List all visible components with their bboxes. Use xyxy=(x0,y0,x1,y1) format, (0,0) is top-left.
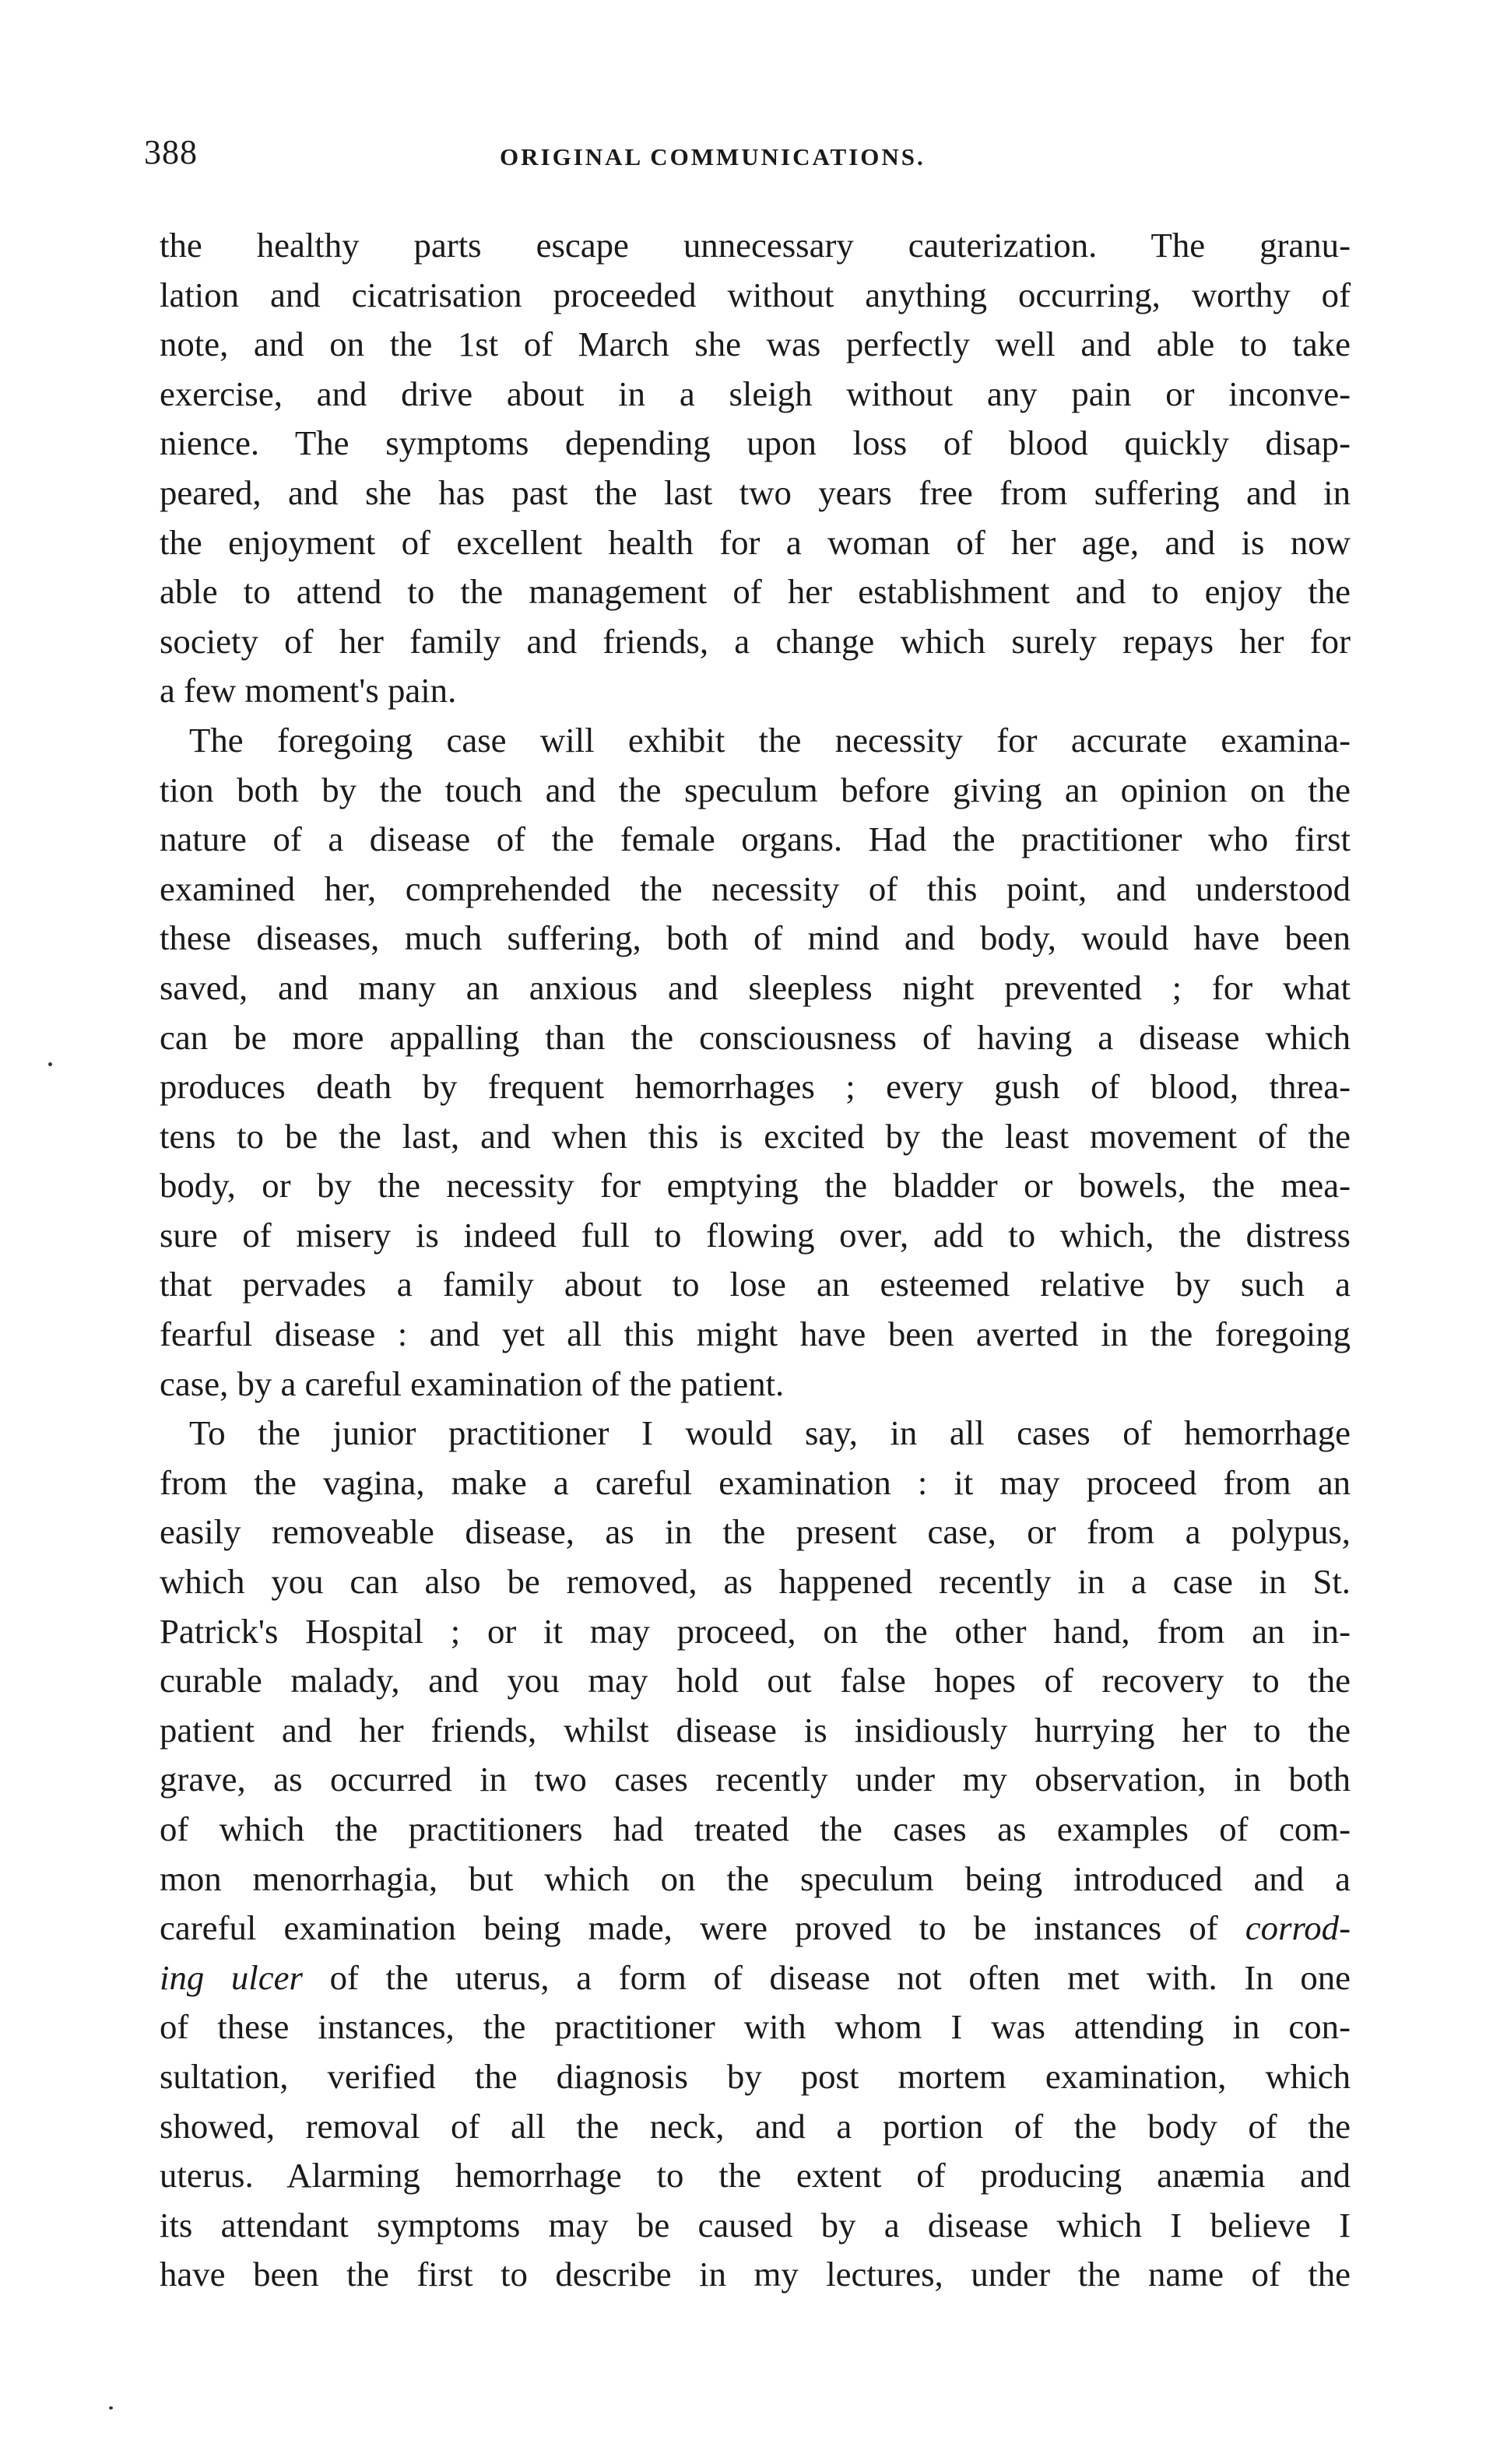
text-line: the healthy parts escape unnecessary cauterization. The granu- xyxy=(160,226,1351,265)
page-header xyxy=(144,132,1358,195)
text-line: grave, as occurred in two cases recently under my observation, in both xyxy=(160,1760,1351,1799)
paragraph-end-line: case, by a careful examination of the patient. xyxy=(160,1364,785,1403)
text-line: patient and her friends, whilst disease is insidiously hurrying her to the xyxy=(160,1710,1351,1750)
text-line-with-italic xyxy=(160,1904,1351,1953)
text-line: sultation, verified the diagnosis by post mortem examination, which xyxy=(160,2056,1351,2096)
text-line: saved, and many an anxious and sleepless night prevented ; for what xyxy=(160,967,1351,1007)
line-text: careful examination being made, were proved to be instances of xyxy=(160,1908,1218,1948)
line-text: of the uterus, a form of disease not often met with. In one xyxy=(329,1957,1351,1997)
body-text xyxy=(160,221,1351,2300)
page-number: 388 xyxy=(144,133,198,171)
text-line: showed, removal of all the neck, and a portion of the body of the xyxy=(160,2106,1351,2146)
text-line: able to attend to the management of her establishment and to enjoy the xyxy=(160,572,1351,612)
text-line: nature of a disease of the female organs. Had the practitioner who first xyxy=(160,820,1351,859)
text-line: which you can also be removed, as happened recently in a case in St. xyxy=(160,1562,1351,1602)
text-line: produces death by frequent hemorrhages ; every gush of blood, threa- xyxy=(160,1067,1351,1107)
paragraph-start-line: The foregoing case will exhibit the necessity for accurate examina- xyxy=(189,720,1351,760)
text-line: can be more appalling than the consciousness of having a disease which xyxy=(160,1017,1351,1057)
text-line: exercise, and drive about in a sleigh without any pain or inconve- xyxy=(160,374,1351,413)
text-line: of which the practitioners had treated the cases as examples of com- xyxy=(160,1809,1351,1848)
text-line: note, and on the 1st of March she was perfectly well and able to take xyxy=(160,325,1351,364)
text-line: peared, and she has past the last two years free from suffering and in xyxy=(160,472,1351,512)
text-line: society of her family and friends, a change which surely repays her for xyxy=(160,621,1351,661)
text-line: mon menorrhagia, but which on the speculum being introduced and a xyxy=(160,1859,1351,1898)
text-line: from the vagina, make a careful examination : it may proceed from an xyxy=(160,1462,1351,1502)
text-line: curable malady, and you may hold out false hopes of recovery to the xyxy=(160,1661,1351,1701)
text-line: nience. The symptoms depending upon loss of blood quickly disap- xyxy=(160,423,1351,463)
text-line: Patrick's Hospital ; or it may proceed, on the other hand, from an in- xyxy=(160,1611,1351,1651)
text-line: examined her, comprehended the necessity of this point, and understood xyxy=(160,869,1351,908)
text-line: these diseases, much suffering, both of mind and body, would have been xyxy=(160,918,1351,958)
text-line: fearful disease : and yet all this might have been averted in the foregoing xyxy=(160,1314,1351,1354)
paragraph-start-line: To the junior practitioner I would say, in all cases of hemorrhage xyxy=(189,1413,1351,1453)
text-line: that pervades a family about to lose an esteemed relative by such a xyxy=(160,1265,1351,1304)
text-line-with-italic xyxy=(160,1953,1351,2003)
text-line: of these instances, the practitioner with whom I was attending in con- xyxy=(160,2007,1351,2047)
italic-term: corrod- xyxy=(1245,1908,1351,1948)
text-line: tion both by the touch and the speculum before giving an opinion on the xyxy=(160,770,1351,809)
italic-term: ing ulcer xyxy=(160,1957,303,1997)
paragraph-end-line: a few moment's pain. xyxy=(160,671,457,711)
text-line: lation and cicatrisation proceeded without anything occurring, worthy of xyxy=(160,275,1351,314)
text-line: uterus. Alarming hemorrhage to the extent of producing anæmia and xyxy=(160,2156,1351,2195)
text-line: tens to be the last, and when this is excited by the least movement of the xyxy=(160,1116,1351,1156)
scan-speck xyxy=(48,1062,52,1066)
scan-speck xyxy=(109,2406,113,2410)
text-line: the enjoyment of excellent health for a woman of her age, and is now xyxy=(160,522,1351,562)
text-line: sure of misery is indeed full to flowing over, add to which, the distress xyxy=(160,1215,1351,1255)
text-line: its attendant symptoms may be caused by a disease which I believe I xyxy=(160,2205,1351,2245)
text-line: body, or by the necessity for emptying the bladder or bowels, the mea- xyxy=(160,1166,1351,1206)
text-line: easily removeable disease, as in the present case, or from a polypus, xyxy=(160,1512,1351,1552)
text-line: have been the first to describe in my lectures, under the name of the xyxy=(160,2255,1351,2294)
running-head: ORIGINAL COMMUNICATIONS. xyxy=(500,143,926,170)
